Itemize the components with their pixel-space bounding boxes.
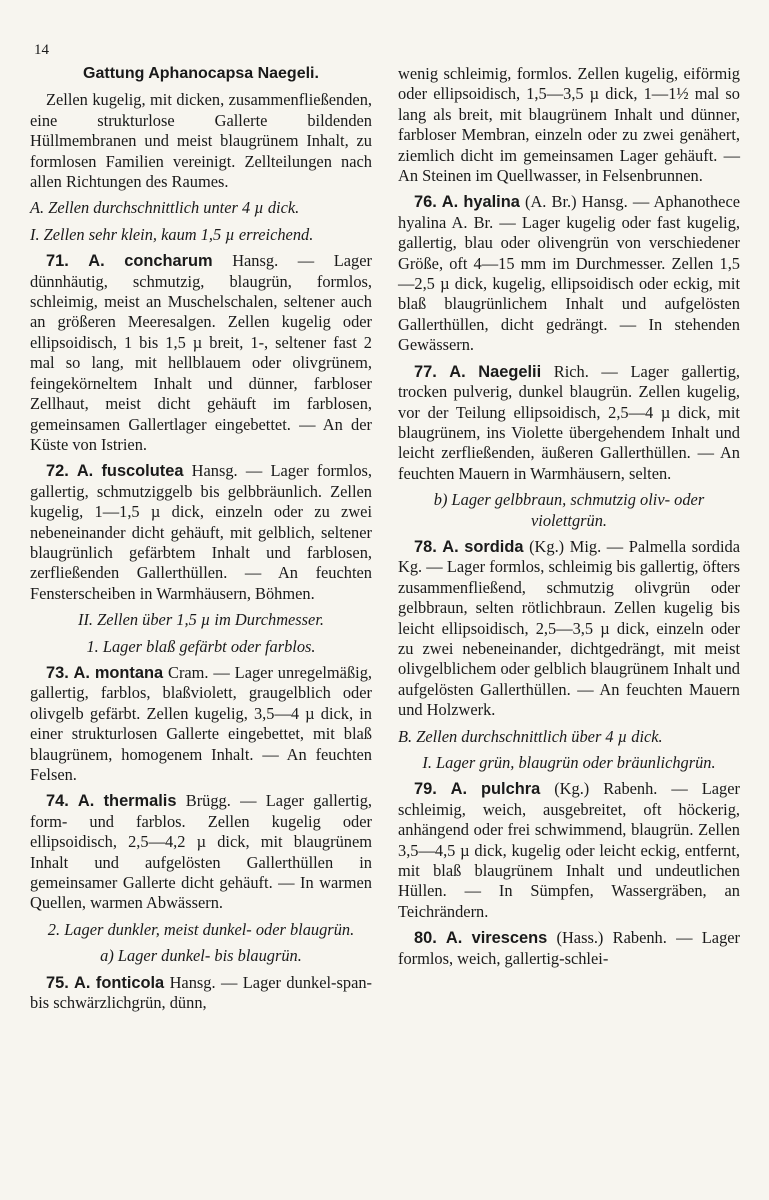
entry-text: (Hass.) Rabenh. — Lager formlos, weich, gallertig-schlei- bbox=[398, 928, 740, 968]
species-entry-74 bbox=[30, 791, 372, 913]
continued-text: wenig schleimig, formlos. Zellen kugelig, eiförmig oder ellipsoidisch, 1,5—3,5 µ dick, 1—1½ mal so lang als breit, mit blaugrünem Inhalt und dünner, farbloser Membran, einzeln oder zu zwei genähert, ziemlich dicht im gemeinsamen Lager gehäuft. — An Steinen im Quellwasser, in Felsenbrunnen. bbox=[398, 64, 740, 186]
entry-text: Cram. — Lager unregelmäßig, gallertig, farblos, blaßviolett, graugelblich oder olivgelb gefärbt. Zellen kugelig, 3,5—4 µ dick, in einer strukturlosen Gallerte eingebettet, mit blaß blaugrünem, homogenem Inhalt. — An feuchten Felsen. bbox=[30, 662, 372, 784]
species-entry-75 bbox=[30, 973, 372, 1014]
key-I: I. Zellen sehr klein, kaum 1,5 µ erreichend. bbox=[30, 224, 314, 244]
entry-text: Hansg. — Lager dunkel-span- bis schwärzlichgrün, dünn, bbox=[30, 972, 372, 1013]
species-name: pulchra bbox=[481, 780, 541, 799]
entry-number: 73. A. bbox=[46, 663, 90, 682]
species-name: thermalis bbox=[103, 792, 177, 811]
entry-number: 71. A. bbox=[46, 252, 105, 271]
species-name: concharum bbox=[124, 252, 213, 271]
entry-number: 79. A. bbox=[414, 780, 468, 799]
entry-number: 76. A. bbox=[414, 193, 459, 212]
entry-text: (Kg.) Rabenh. — Lager schleimig, weich, ausgebreitet, oft höckerig, anhängend oder frei schwimmend, blaugrün. Zellen 3,5—4,5 µ dick, kugelig oder leicht eckig, entfernt, mit blaß blaugrünem Inhalt und undeutlichen Hüllen. — In Sümpfen, Wassergräben, an Teichrändern. bbox=[398, 779, 740, 921]
key-A: A. Zellen durchschnittlich unter 4 µ dick. bbox=[30, 198, 300, 218]
entry-text: (Kg.) Mig. — Palmella sordida Kg. — Lager formlos, schleimig bis gallertig, öfters zusammenfließend, schmutzig olivgrün oder gelbbraun, selten rötlichbraun. Zellen kugelig bis leicht ellipsoidisch, 2,5—3,5 µ dick, einzeln oder zu zwei nebeneinander, dichtgedrängt, mit meist olivgelblichem oder gelblich blaugrünem Inhalt und aufgelösten Gallerthüllen. — An feuchten Mauern und Holzwerk. bbox=[398, 536, 740, 720]
entry-text: Rich. — Lager gallertig, trocken pulverig, dunkel blaugrün. Zellen kugelig, vor der Teilung ellipsoidisch, 2,5—4 µ dick, mit blaugrünem, ins Violette übergehendem Inhalt und leicht zerfließenden, äußeren Gallerthüllen. — An feuchten Mauern in Warmhäusern, selten. bbox=[398, 361, 740, 483]
key-II: II. Zellen über 1,5 µ im Durchmesser. bbox=[77, 610, 324, 630]
key-2: 2. Lager dunkler, meist dunkel- oder blaugrün. bbox=[47, 919, 355, 939]
genus-description: Zellen kugelig, mit dicken, zusammenfließenden, eine strukturlose Gallerte bildenden Hüllmembranen und meist blaugrünem Inhalt, zu formlosen Familien vereinigt. Zellteilungen nach allen Richtungen des Raumes. bbox=[30, 90, 372, 192]
page-number: 14 bbox=[34, 42, 49, 58]
species-name: sordida bbox=[464, 537, 524, 556]
entry-number: 75. A. bbox=[46, 973, 91, 992]
entry-number: 78. A. bbox=[414, 537, 459, 556]
species-name: Naegelii bbox=[478, 362, 542, 381]
species-name: montana bbox=[94, 663, 164, 682]
species-name: virescens bbox=[471, 929, 548, 948]
key-b: b) Lager gelbbraun, schmutzig oliv- oder violettgrün. bbox=[433, 490, 705, 530]
left-column bbox=[30, 64, 372, 1019]
species-entry-71 bbox=[30, 251, 372, 455]
entry-text: Hansg. — Lager formlos, gallertig, schmutziggelb bis gelbbräunlich. Zellen kugelig, 1—1,5 µ dick, einzeln oder zu zwei nebeneinander dicht gehäuft, mit gelblich, seltener blaugrünlich gefärbtem Inhalt und farblosen, zerfließenden Gallerthüllen. — An feuchten Fensterscheiben in Warmhäusern, Böhmen. bbox=[30, 461, 372, 603]
entry-number: 77. A. bbox=[414, 362, 466, 381]
entry-text: Hansg. — Lager dünnhäutig, schmutzig, blaugrün, formlos, schleimig, meist an Muschelschalen, seltener auch an größeren Meeresalgen. Zellen kugelig oder ellipsoidisch, 1 bis 1,5 µ breit, 1-, seltener fast 2 mal so lang, mit hellblauem oder olivgrünem, feingekörneltem Inhalt und dünner, farbloser Zellhaut, meist dicht gehäuft im farblosen, gemeinsamen Gallertlager eingebettet. — An der Küste von Istrien. bbox=[30, 251, 372, 454]
key-B: B. Zellen durchschnittlich über 4 µ dick. bbox=[398, 726, 663, 746]
species-name: fuscolutea bbox=[101, 462, 184, 481]
species-entry-79 bbox=[398, 779, 740, 922]
species-entry-77 bbox=[398, 362, 740, 484]
species-name: hyalina bbox=[463, 193, 520, 212]
species-entry-73 bbox=[30, 663, 372, 785]
key-1: 1. Lager blaß gefärbt oder farblos. bbox=[86, 636, 316, 656]
right-column bbox=[398, 64, 740, 975]
genus-heading: Gattung Aphanocapsa Naegeli. bbox=[83, 65, 319, 82]
entry-number: 72. A. bbox=[46, 462, 94, 481]
key-a: a) Lager dunkel- bis blaugrün. bbox=[100, 946, 302, 966]
species-entry-72 bbox=[30, 461, 372, 604]
entry-text: Brügg. — Lager gallertig, form- und farblos. Zellen kugelig oder ellipsoidisch, 2,5—4,2 µ dick, mit blaugrünem Inhalt und aufgelösten Gallerthüllen in gemeinsamer Gallerte dicht gehäuft. — In warmen Quellen, warmen Abwässern. bbox=[30, 791, 372, 913]
species-entry-76 bbox=[398, 192, 740, 355]
species-name: fonticola bbox=[95, 973, 165, 992]
key-I2: I. Lager grün, blaugrün oder bräunlichgrün. bbox=[422, 753, 716, 772]
entry-number: 74. A. bbox=[46, 792, 95, 811]
entry-number: 80. A. bbox=[414, 929, 463, 948]
entry-text: (A. Br.) Hansg. — Aphanothece hyalina A. Br. — Lager kugelig oder fast kugelig, gallertig, blau oder olivengrün von verschiedener Größe, oft 4—15 mm im Durchmesser. Zellen 1,5—2,5 µ dick, kugelig, ellipsoidisch oder eckig, mit blaß blaugrünlichem Inhalt und aufgelösten Gallerthüllen, dicht gedrängt. — In stehenden Gewässern. bbox=[398, 192, 740, 355]
species-entry-80 bbox=[398, 928, 740, 969]
species-entry-78 bbox=[398, 537, 740, 721]
